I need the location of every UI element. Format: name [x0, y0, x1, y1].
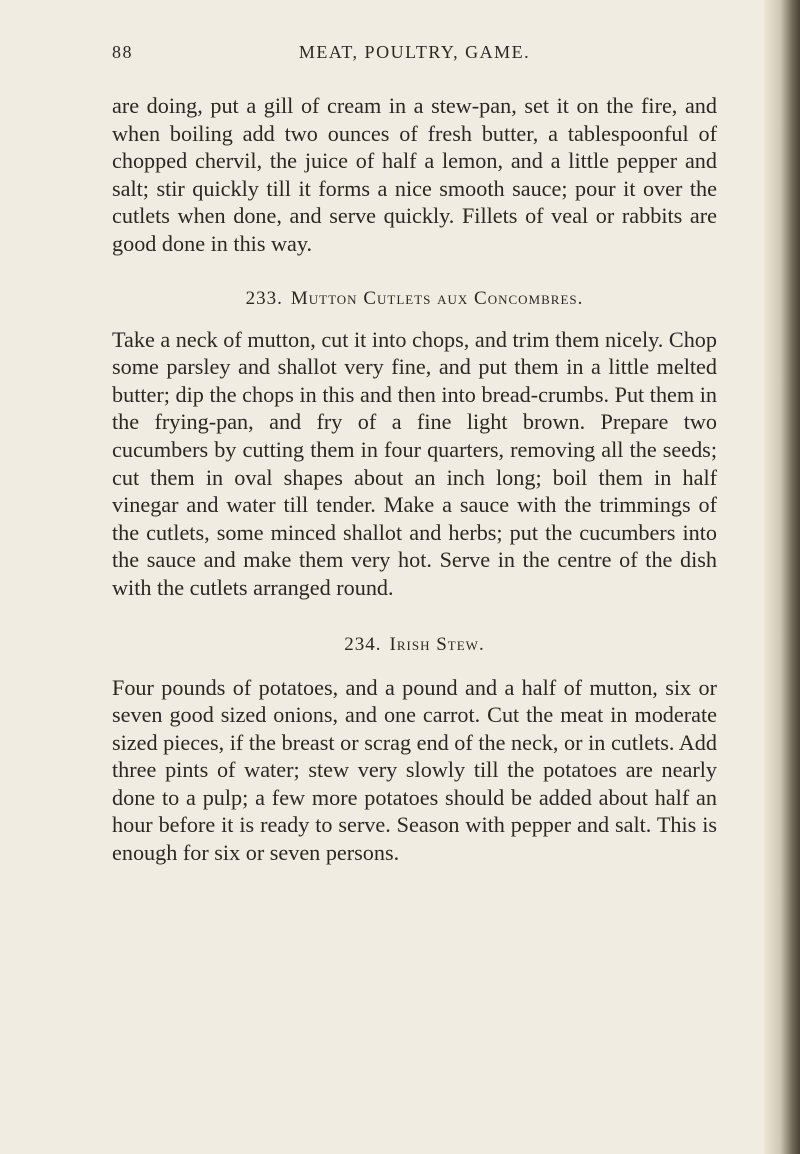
recipe-text-234: Four pounds of potatoes, and a pound and a half of mutton, six or seven good sized onions, and one carrot. Cut the meat in moderate sized pieces, if the breast or scrag end of the neck, or in cutlets. Add three pints of water; stew very slowly till the potatoes are nearly done to a pulp; a few more potatoes should be added about half an hour before it is ready to serve. Season with pepper and salt. This is enough for six or seven persons. [112, 674, 717, 866]
page-edge-shadow [764, 0, 800, 1154]
continuation-paragraph: are doing, put a gill of cream in a stew-pan, set it on the fire, and when boiling add two ounces of fresh butter, a tablespoonful of chopped chervil, the juice of half a lemon, and a little pepper and salt; stir quickly till it forms a nice smooth sauce; pour it over the cutlets when done, and serve quickly. Fillets of veal or rabbits are good done in this way. [112, 93, 717, 256]
recipe-title: Irish Stew. [389, 633, 485, 655]
recipe-text-233: Take a neck of mutton, cut it into chops, and trim them nicely. Chop some parsley and shallot very fine, and put them in a little melted butter; dip the chops in this and then into bread-crumbs. Put them in the frying-pan, and fry of a fine light brown. Prepare two cucumbers by cutting them in four quarters, removing all the seeds; cut them in oval shapes about an inch long; boil them in half vinegar and water till tender. Make a sauce with the trimmings of the cutlets, some minced shallot and herbs; put the cucumbers into the sauce and make them very hot. Serve in the centre of the dish with the cutlets arranged round. [112, 326, 717, 600]
recipe-number: 233. [245, 287, 283, 309]
book-page [112, 42, 717, 867]
running-head [112, 42, 717, 78]
recipe-number: 234. [344, 633, 382, 655]
recipe-heading-234 [112, 634, 717, 656]
recipe-title: Mutton Cutlets aux Concombres. [290, 287, 584, 309]
page-number: 88 [112, 42, 133, 62]
recipe-heading-233 [112, 288, 717, 310]
running-title: MEAT, POULTRY, GAME. [298, 42, 531, 62]
